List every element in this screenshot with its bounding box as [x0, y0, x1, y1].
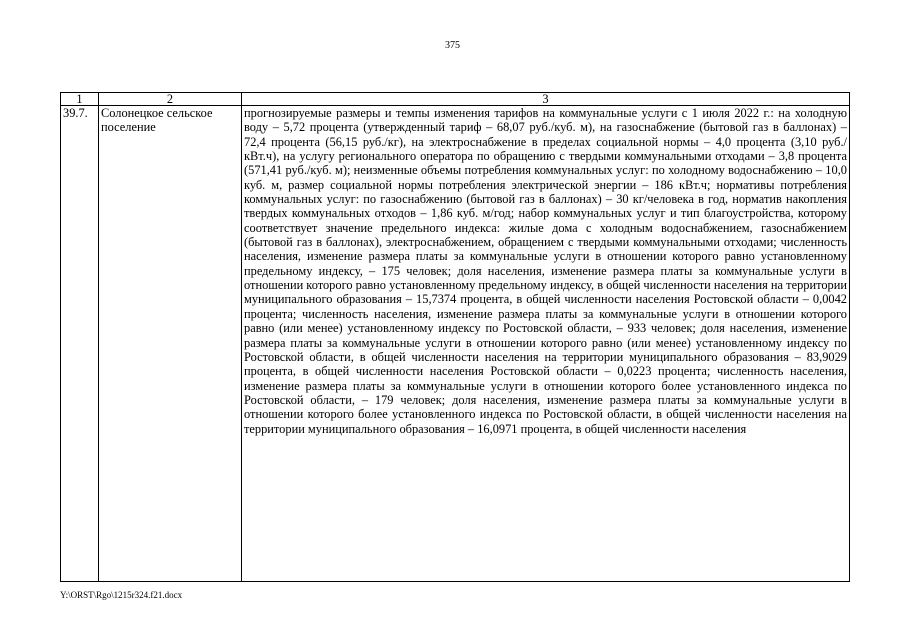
page-number: 375 [445, 40, 460, 51]
tariff-table [60, 92, 850, 582]
table-header-row [61, 93, 850, 106]
document-file-path: Y:\ORST\Rgo\1215r324.f21.docx [60, 590, 183, 600]
row-number: 39.7. [61, 106, 99, 582]
settlement-name: Солонецкое сельское поселение [99, 106, 242, 582]
header-cell-1: 1 [61, 93, 99, 106]
header-cell-2: 2 [99, 93, 242, 106]
tariff-description: прогнозируемые размеры и темпы изменения тарифов на коммунальные услуги с 1 июля 2022 г.: на холодную воду – 5,72 процента (утвержденный тариф – 68,07 руб./куб. м), на газоснабжение (бытовой газ в баллонах) – 72,4 процента (56,15 руб./кг), на электроснабжение в пределах социальной нормы – 4,0 процента (3,10 руб./кВт.ч), на услугу регионального оператора по обращению с твердыми коммунальными отходами – 3,8 процента (571,41 руб./куб. м); неизменные объемы потребления коммунальных услуг: по холодному водоснабжению – 10,0 куб. м, размер социальной нормы потребления электрической энергии – 186 кВт.ч; нормативы потребления коммунальных услуг: по газоснабжению (бытовой газ в баллонах) – 30 кг/человека в год, норматив накопления твердых коммунальных отходов – 1,86 куб. м/год; набор коммунальных услуг и тип благоустройства, которому соответствует значение предельного индекса: жилые дома с холодным водоснабжением, газоснабжением (бытовой газ в баллонах), электроснабжением, обращением с твердыми коммунальными отходами; численность населения, изменение размера платы за коммунальные услуги в отношении которого равно установленному предельному индексу, – 175 человек; доля населения, изменение размера платы за коммунальные услуги в отношении которого равно установленному предельному индексу, в общей численности населения на территории муниципального образования – 15,7374 процента, в общей численности населения Ростовской области – 0,0042 процента; численность населения, изменение размера платы за коммунальные услуги в отношении которого равно (или менее) установленному индексу по Ростовской области, – 933 человек; доля населения, изменение размера платы за коммунальные услуги в отношении которого равно (или менее) установленному индексу по Ростовской области, в общей численности населения на территории муниципального образования – 83,9029 процента, в общей численности населения Ростовской области – 0,0223 процента; численность населения, изменение размера платы за коммунальные услуги в отношении которого более установленного индекса по Ростовской области, – 179 человек; доля населения, изменение размера платы за коммунальные услуги в отношении которого более установленного индекса по Ростовской области, в общей численности населения на территории муниципального образования – 16,0971 процента, в общей численности населения [242, 106, 850, 582]
table-row [61, 106, 850, 582]
header-cell-3: 3 [242, 93, 850, 106]
